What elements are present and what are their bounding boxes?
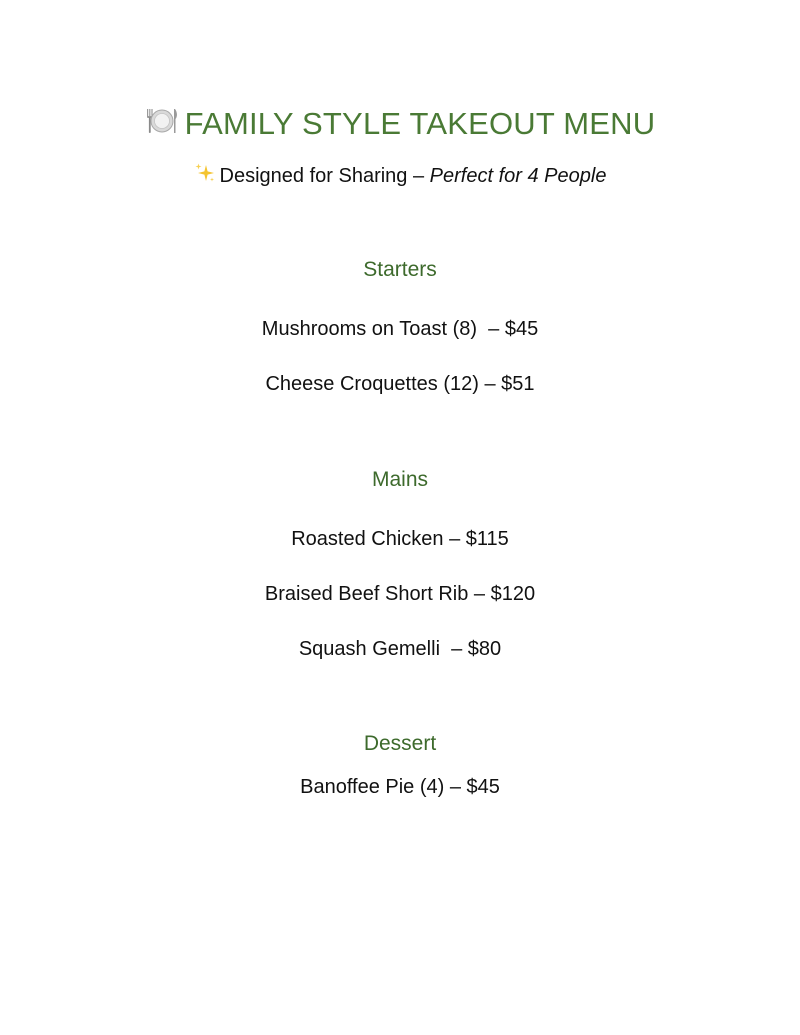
- menu-item: Mushrooms on Toast (8) – $45: [261, 318, 539, 340]
- plate-with-cutlery-icon: [145, 106, 179, 136]
- menu-title: FAMILY STYLE TAKEOUT MENU: [184, 106, 656, 141]
- menu-item: Squash Gemelli – $80: [298, 638, 502, 660]
- sparkles-icon: [194, 162, 216, 184]
- section-heading-mains: Mains: [371, 468, 429, 491]
- section-heading-starters: Starters: [363, 258, 437, 281]
- subtitle-plain-text: Designed for Sharing –: [219, 165, 430, 187]
- menu-item: Cheese Croquettes (12) – $51: [265, 373, 535, 395]
- menu-item: Roasted Chicken – $115: [291, 528, 509, 550]
- menu-title-row: [0, 106, 800, 142]
- menu-subtitle: [0, 162, 800, 188]
- subtitle-italic-text: Perfect for 4 People: [429, 165, 607, 187]
- section-heading-dessert: Dessert: [363, 732, 437, 755]
- menu-item: Banoffee Pie (4) – $45: [300, 776, 500, 798]
- menu-item: Braised Beef Short Rib – $120: [264, 583, 536, 605]
